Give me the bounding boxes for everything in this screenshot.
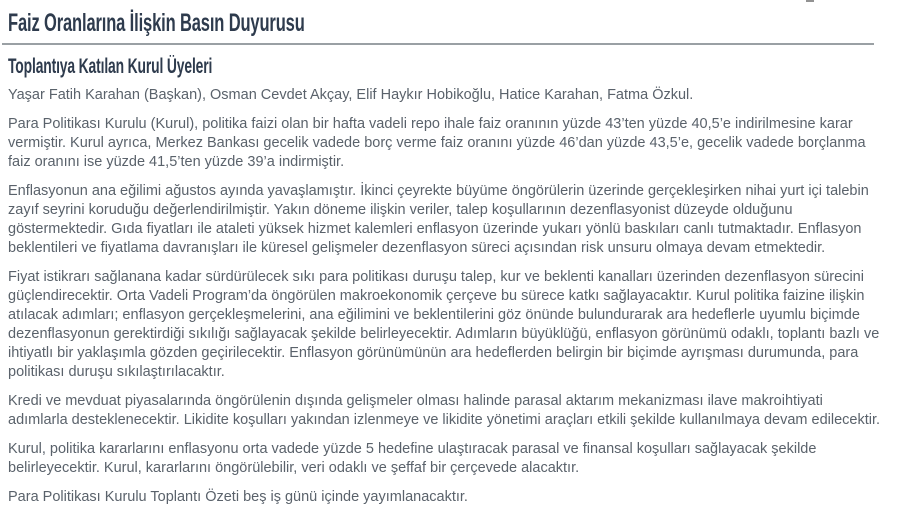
title-divider: [2, 43, 874, 45]
paragraph-policy-stance: Fiyat istikrarı sağlanana kadar sürdürülecek sıkı para politikası duruşu talep, kur ve beklenti kanalları üzerinden dezenflasyon sürecini güçlendirecektir. Orta Vadeli Program’da öngörülen makroekonomik çerçeve bu sürece katkı sağlayacaktır. Kurul politika faizine ilişkin atılacak adımları; enflasyon gerçekleşmelerini, ana eğilimini ve beklentilerini göz önünde bulundurarak ara hedeflerle uyumlu biçimde dezenflasyonun gerektirdiği sıkılığı sağlayacak şekilde belirleyecektir. Adımların büyüklüğü, enflasyon görünümü odaklı, toplantı bazlı ve ihtiyatlı bir yaklaşımla gözden geçirilecektir. Enflasyon görünümünün ara hedeflerden belirgin bir biçimde ayrışması durumunda, para politikası duruşu sıkılaştırılacaktır.: [8, 269, 880, 381]
section-heading: [8, 55, 886, 78]
paragraph-credit-liquidity: Kredi ve mevduat piyasalarında öngörülenin dışında gelişmeler olması halinde parasal aktarım mekanizması ilave makroihtiyati adımlarla desteklenecektir. Likidite koşulları yakından izlenmeye ve likidite yönetimi araçları etkili şekilde kullanılmaya devam edilecektir.: [8, 393, 881, 429]
cropped-edge-artifact: [806, 0, 814, 2]
page-title-text: Faiz Oranlarına İlişkin Basın Duyurusu: [8, 9, 305, 37]
paragraph-medium-term-target: Kurul, politika kararlarını enflasyonu orta vadede yüzde 5 hedefine ulaştıracak parasal ve finansal koşulları sağlayacak şekilde belirleyecektir. Kurul, kararlarını öngörülebilir, veri odaklı ve şeffaf bir çerçevede alacaktır.: [8, 441, 817, 477]
paragraph-inflation-trend: Enflasyonun ana eğilimi ağustos ayında yavaşlamıştır. İkinci çeyrekte büyüme öngörülerin üzerinde gerçekleşirken nihai yurt içi talebin zayıf seyrini koruduğu değerlendirilmiştir. Yakın döneme ilişkin veriler, talep koşullarının dezenflasyonist düzeyde olduğunu göstermektedir. Gıda fiyatları ile ataleti yüksek hizmet kalemleri enflasyon üzerinde yukarı yönlü baskıları canlı tutmaktadır. Enflasyon beklentileri ve fiyatlama davranışları ile küresel gelişmeler dezenflasyon süreci açısından risk unsuru olmaya devam etmektedir.: [8, 183, 869, 257]
section-heading-text: Toplantıya Katılan Kurul Üyeleri: [8, 55, 213, 78]
paragraph-rate-decision: Para Politikası Kurulu (Kurul), politika faizi olan bir hafta vadeli repo ihale faiz oranının yüzde 43’ten yüzde 40,5’e indirilmesine karar vermiştir. Kurul ayrıca, Merkez Bankası gecelik vadede borç verme faiz oranını yüzde 46’dan yüzde 43,5’e, gecelik vadede borçlanma faiz oranını ise yüzde 41,5’ten yüzde 39’a indirmiştir.: [8, 116, 866, 171]
board-members-line: Yaşar Fatih Karahan (Başkan), Osman Cevdet Akçay, Elif Haykır Hobikoğlu, Hatice Karahan, Fatma Özkul.: [8, 87, 694, 104]
paragraph-summary-publication: Para Politikası Kurulu Toplantı Özeti beş iş günü içinde yayımlanacaktır.: [8, 489, 468, 506]
page-title: [8, 10, 886, 37]
